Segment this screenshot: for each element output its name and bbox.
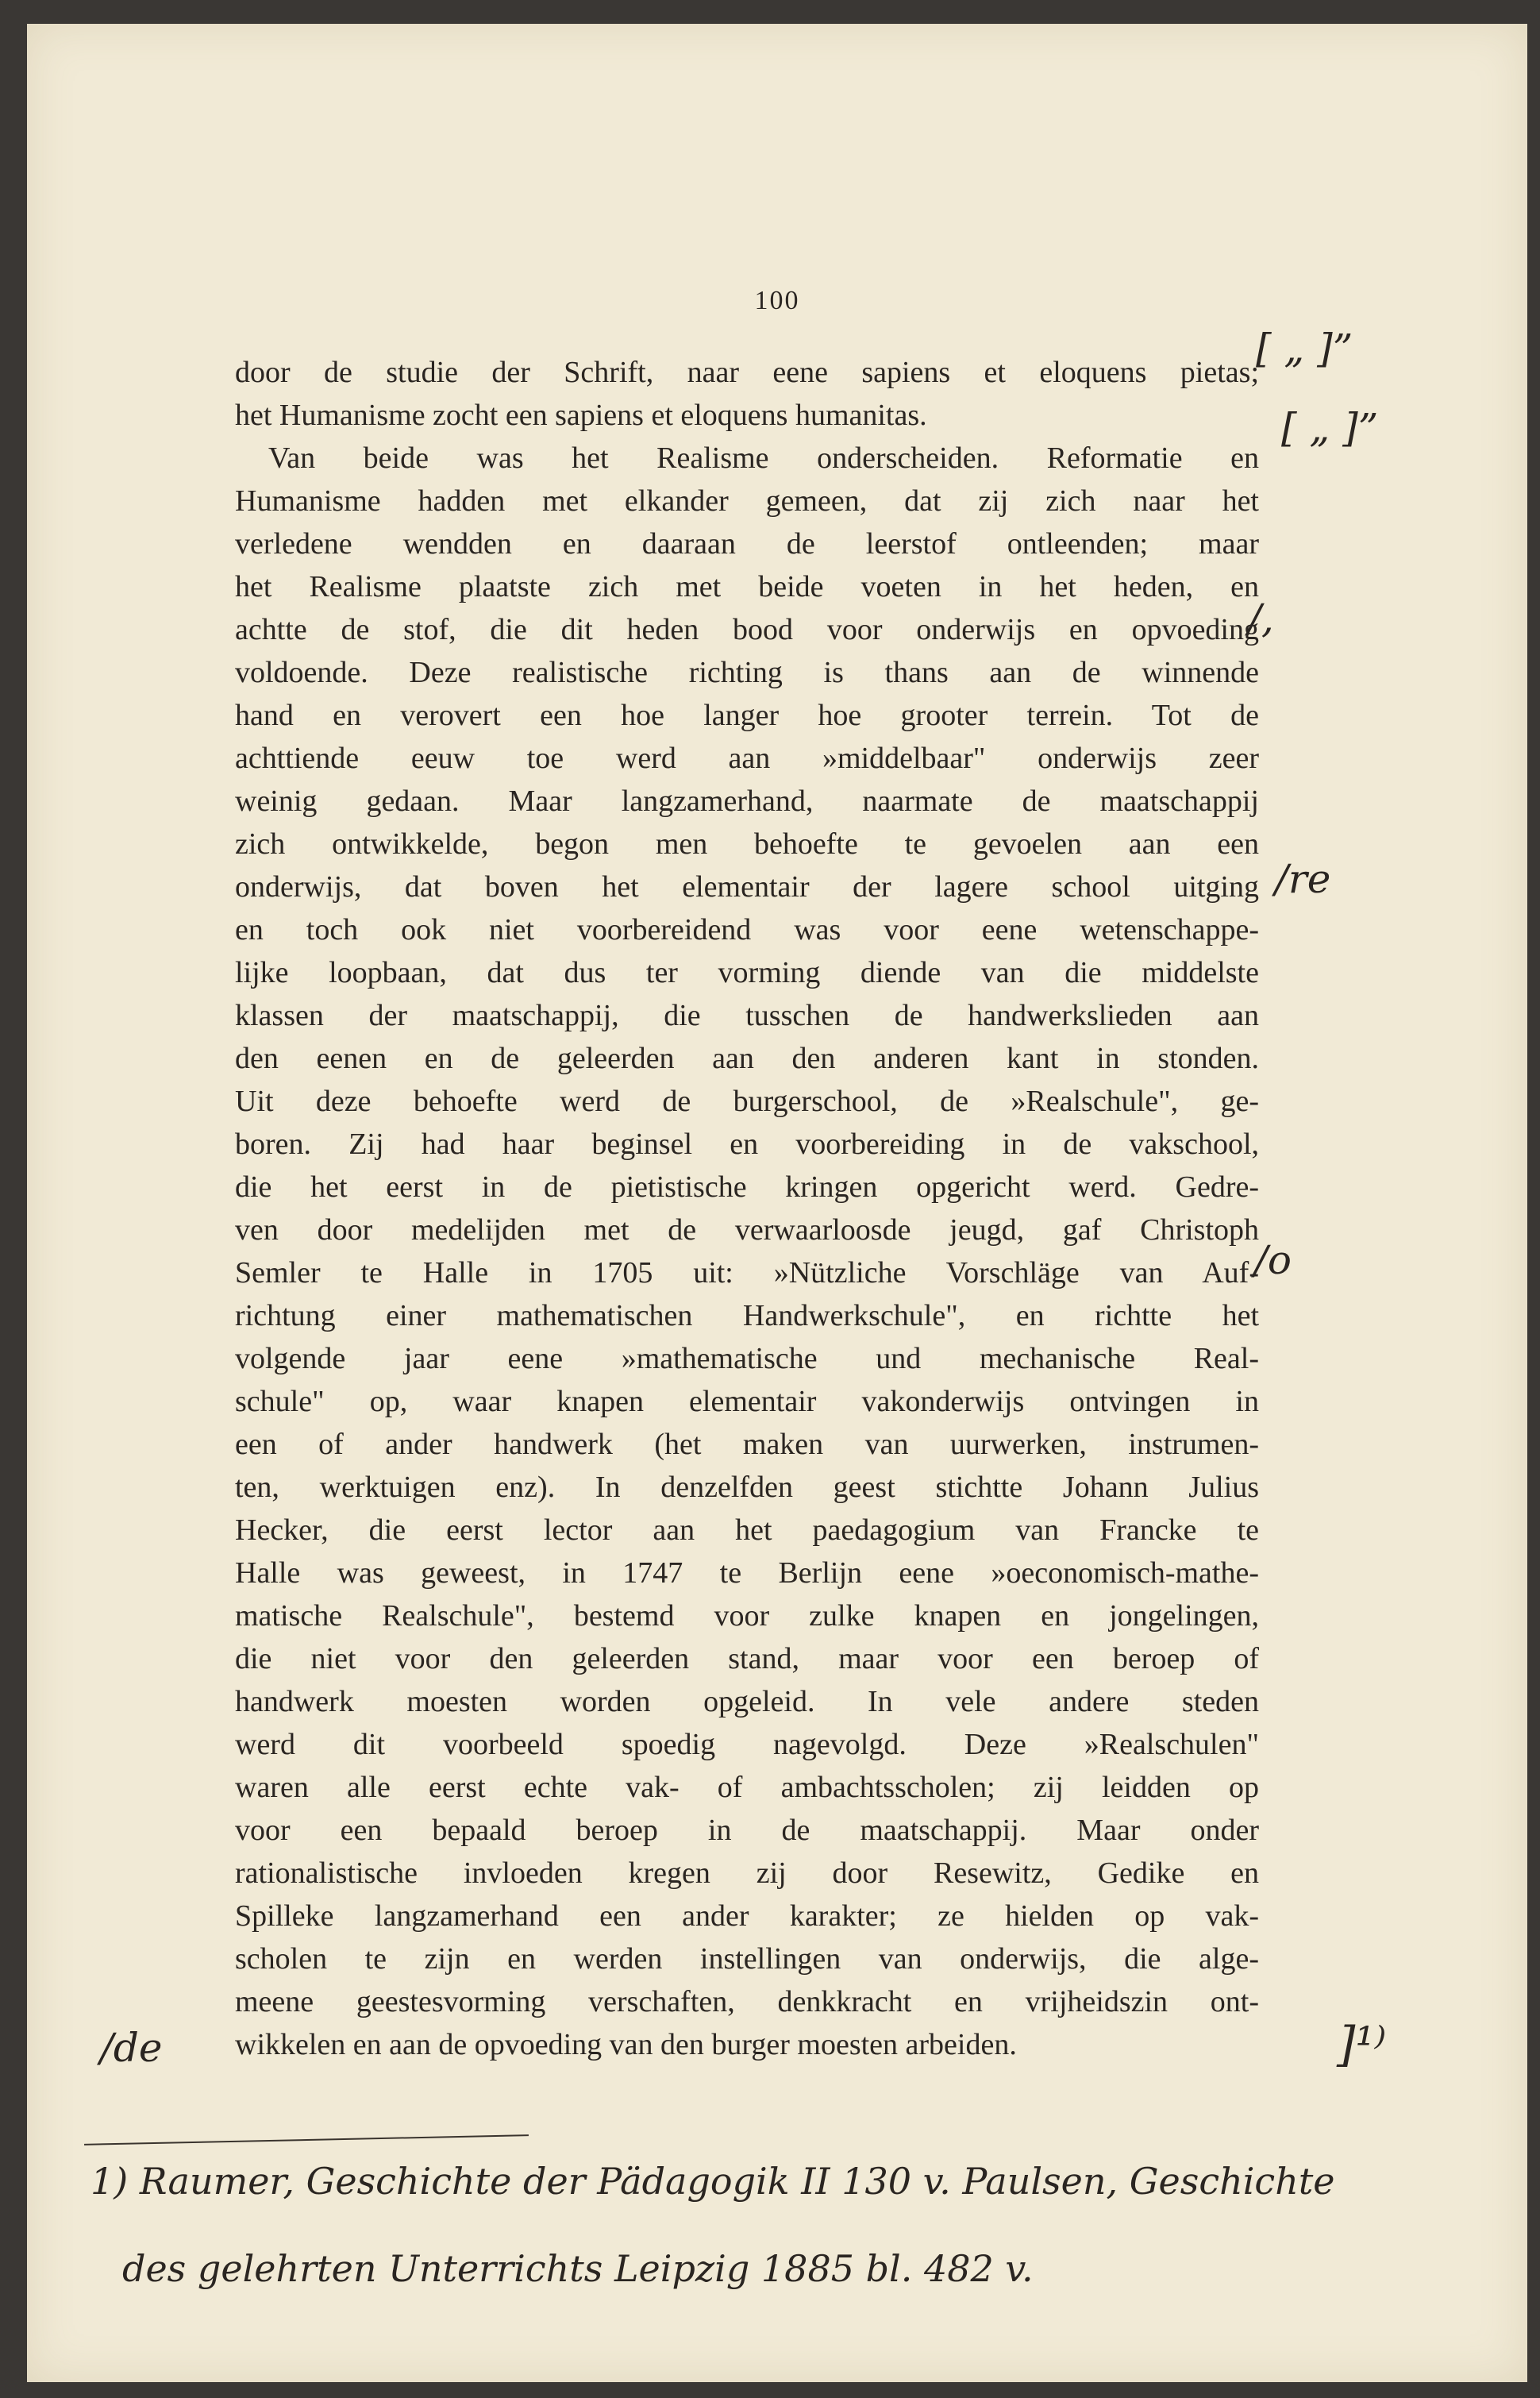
text-line: Hecker, die eerst lector aan het paedagogium van Francke te xyxy=(235,1513,1259,1547)
margin-note-line-1: [ „ ]” xyxy=(1256,326,1353,372)
text-line: rationalistische invloeden kregen zij door Resewitz, Gedike en xyxy=(235,1856,1259,1890)
margin-note-line-2: [ „ ]” xyxy=(1281,405,1379,451)
text-line: zich ontwikkelde, begon men behoefte te gevoelen aan een xyxy=(235,827,1259,861)
margin-note-line-22: /o xyxy=(1254,1237,1292,1283)
text-line: onderwijs, dat boven het elementair der lagere school uitging xyxy=(235,870,1259,904)
text-line: Halle was geweest, in 1747 te Berlijn eene »oeconomisch-mathe- xyxy=(235,1556,1259,1590)
text-line: een of ander handwerk (het maken van uurwerken, instrumen- xyxy=(235,1428,1259,1461)
text-line: ten, werktuigen enz). In denzelfden geest stichtte Johann Julius xyxy=(235,1471,1259,1504)
margin-note-line-7: /, xyxy=(1248,596,1274,642)
footnote-line-1: 1) Raumer, Geschichte der Pädagogik II 130 v. Paulsen, Geschichte xyxy=(90,2160,1335,2203)
text-line: matische Realschule", bestemd voor zulke knapen en jongelingen, xyxy=(235,1599,1259,1633)
text-line: handwerk moesten worden opgeleid. In vele andere steden xyxy=(235,1685,1259,1718)
text-line: en toch ook niet voorbereidend was voor eene wetenschappe- xyxy=(235,913,1259,946)
text-line: het Realisme plaatste zich met beide voeten in het heden, en xyxy=(235,570,1259,603)
text-line: Spilleke langzamerhand een ander karakter; ze hielden op vak- xyxy=(235,1899,1259,1933)
page-number: 100 xyxy=(754,286,800,315)
text-line: voor een bepaald beroep in de maatschappij. Maar onder xyxy=(235,1814,1259,1847)
text-line: scholen te zijn en werden instellingen van onderwijs, die alge- xyxy=(235,1942,1259,1976)
text-line: voldoende. Deze realistische richting is thans aan de winnende xyxy=(235,656,1259,689)
footnote-line-2: des gelehrten Unterrichts Leipzig 1885 bl. 482 v. xyxy=(122,2247,1034,2290)
body-text xyxy=(235,351,1259,2066)
text-line: volgende jaar eene »mathematische und mechanische Real- xyxy=(235,1342,1259,1375)
text-line: weinig gedaan. Maar langzamerhand, naarmate de maatschappij xyxy=(235,785,1259,818)
text-line: ven door medelijden met de verwaarloosde jeugd, gaf Christoph xyxy=(235,1213,1259,1247)
margin-note-right-bottom: ]¹⁾ xyxy=(1337,2017,1387,2072)
text-line: den eenen en de geleerden aan den anderen kant in stonden. xyxy=(235,1042,1259,1075)
text-line: die niet voor den geleerden stand, maar voor een beroep of xyxy=(235,1642,1259,1675)
text-line: verledene wendden en daaraan de leerstof ontleenden; maar xyxy=(235,527,1259,561)
margin-note-left-bottom: /de xyxy=(100,2025,163,2071)
text-line: achttiende eeuw toe werd aan »middelbaar" onderwijs zeer xyxy=(235,742,1259,775)
margin-note-line-13: /re xyxy=(1275,856,1331,902)
text-line: die het eerst in de pietistische kringen opgericht werd. Gedre- xyxy=(235,1170,1259,1204)
text-line: lijke loopbaan, dat dus ter vorming diende van die middelste xyxy=(235,956,1259,989)
text-line: schule" op, waar knapen elementair vakonderwijs ontvingen in xyxy=(235,1385,1259,1418)
text-line: Humanisme hadden met elkander gemeen, dat zij zich naar het xyxy=(235,484,1259,518)
text-line: hand en verovert een hoe langer hoe grooter terrein. Tot de xyxy=(235,699,1259,732)
text-line: wikkelen en aan de opvoeding van den burger moesten arbeiden. xyxy=(235,2028,1017,2061)
text-line: klassen der maatschappij, die tusschen de handwerkslieden aan xyxy=(235,999,1259,1032)
footnote-rule xyxy=(84,2134,529,2145)
text-line: achtte de stof, die dit heden bood voor onderwijs en opvoeding xyxy=(235,613,1259,646)
document-page xyxy=(27,24,1527,2382)
text-line: Uit deze behoefte werd de burgerschool, de »Realschule", ge- xyxy=(235,1085,1259,1118)
text-line: meene geestesvorming verschaften, denkkracht en vrijheidszin ont- xyxy=(235,1985,1259,2018)
text-line: werd dit voorbeeld spoedig nagevolgd. Deze »Realschulen" xyxy=(235,1728,1259,1761)
text-line: boren. Zij had haar beginsel en voorbereiding in de vakschool, xyxy=(235,1128,1259,1161)
text-line: richtung einer mathematischen Handwerkschule", en richtte het xyxy=(235,1299,1259,1332)
text-line: Van beide was het Realisme onderscheiden. Reformatie en xyxy=(268,441,1259,475)
text-line: door de studie der Schrift, naar eene sapiens et eloquens pietas; xyxy=(235,356,1259,389)
text-line: het Humanisme zocht een sapiens et eloquens humanitas. xyxy=(235,399,927,432)
text-line: Semler te Halle in 1705 uit: »Nützliche Vorschläge van Auf- xyxy=(235,1256,1259,1290)
text-line: waren alle eerst echte vak- of ambachtsscholen; zij leidden op xyxy=(235,1771,1259,1804)
